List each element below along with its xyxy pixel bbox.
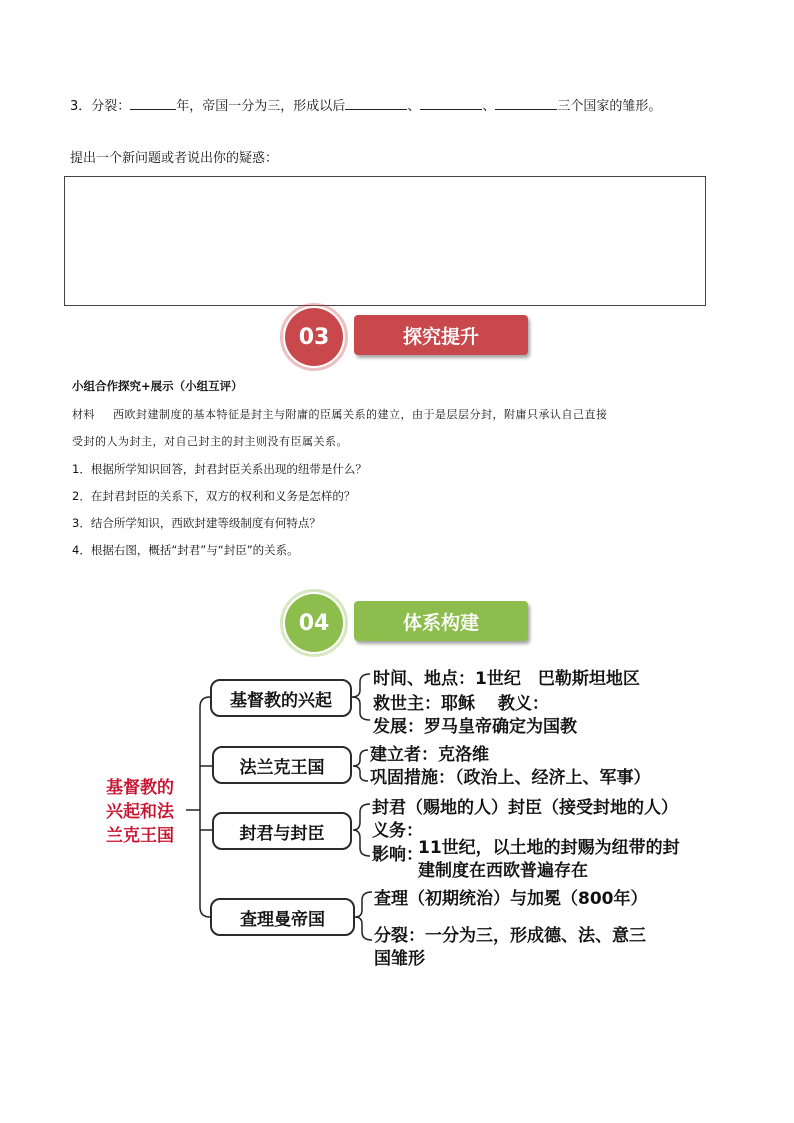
fill-in-suffix: 三个国家的雏形。 [557,99,662,114]
group-work-title: 小组合作探究+展示（小组互评） [72,379,243,393]
fill-in-prefix: 3．分裂： [70,99,131,114]
section-title: 体系构建 [354,601,528,641]
detail-text: 建立者：克洛维 [370,745,489,765]
question-3: 3．结合所学知识，西欧封建等级制度有何特点？ [72,516,321,530]
question-prompt: 提出一个新问题或者说出你的疑惑： [70,151,279,166]
node-christianity-rise: 基督教的兴起 [210,679,352,717]
node-lord-vassal: 封君与封臣 [212,812,352,850]
material-line-2: 受封的人为封主，对自己封主的封主则没有臣属关系。 [72,435,348,448]
root-line: 兴起和法 [106,802,174,822]
root-line: 兰克王国 [106,826,174,846]
question-2: 2．在封君封臣的关系下，双方的权利和义务是怎样的？ [72,489,356,503]
separator: 、 [482,99,496,114]
detail-text: 国雏形 [374,949,425,969]
detail-text: 建制度在西欧普遍存在 [418,861,588,881]
root-line: 基督教的 [106,778,174,798]
detail-text: 救世主：耶稣 教义： [373,694,549,714]
detail-text: 影响： [372,845,423,865]
detail-text: 11世纪，以土地的封赐为纽带的封 [418,838,680,858]
section-title: 探究提升 [354,315,528,355]
detail-text: 发展：罗马皇帝确定为国教 [373,717,577,737]
separator: 、 [407,99,421,114]
node-carolingian-empire: 查理曼帝国 [210,898,355,936]
detail-text: 封君（赐地的人）封臣（接受封地的人） [372,798,678,818]
detail-text: 义务： [372,821,423,841]
detail-text: 查理（初期统治）与加冕（800年） [374,889,648,909]
section-number: 04 [285,594,343,652]
detail-text: 巩固措施：（政治上、经济上、军事） [370,768,651,788]
material-text-1: 西欧封建制度的基本特征是封主与附庸的臣属关系的建立，由于是层层分封，附庸只承认自己直接 [113,408,608,421]
detail-text: 时间、地点：1世纪 巴勒斯坦地区 [373,669,640,689]
detail-text: 分裂：一分为三，形成德、法、意三 [374,926,646,946]
mindmap-root [90,776,190,848]
fill-in-year-suffix: 年，帝国一分为三，形成以后 [176,99,346,114]
question-1: 1．根据所学知识回答，封君封臣关系出现的纽带是什么？ [72,462,367,476]
node-frankish-kingdom: 法兰克王国 [212,746,352,784]
material-label: 材料 [72,408,95,421]
question-4: 4．根据右图，概括“封君”与“封臣”的关系。 [72,543,299,557]
section-number: 03 [285,308,343,366]
